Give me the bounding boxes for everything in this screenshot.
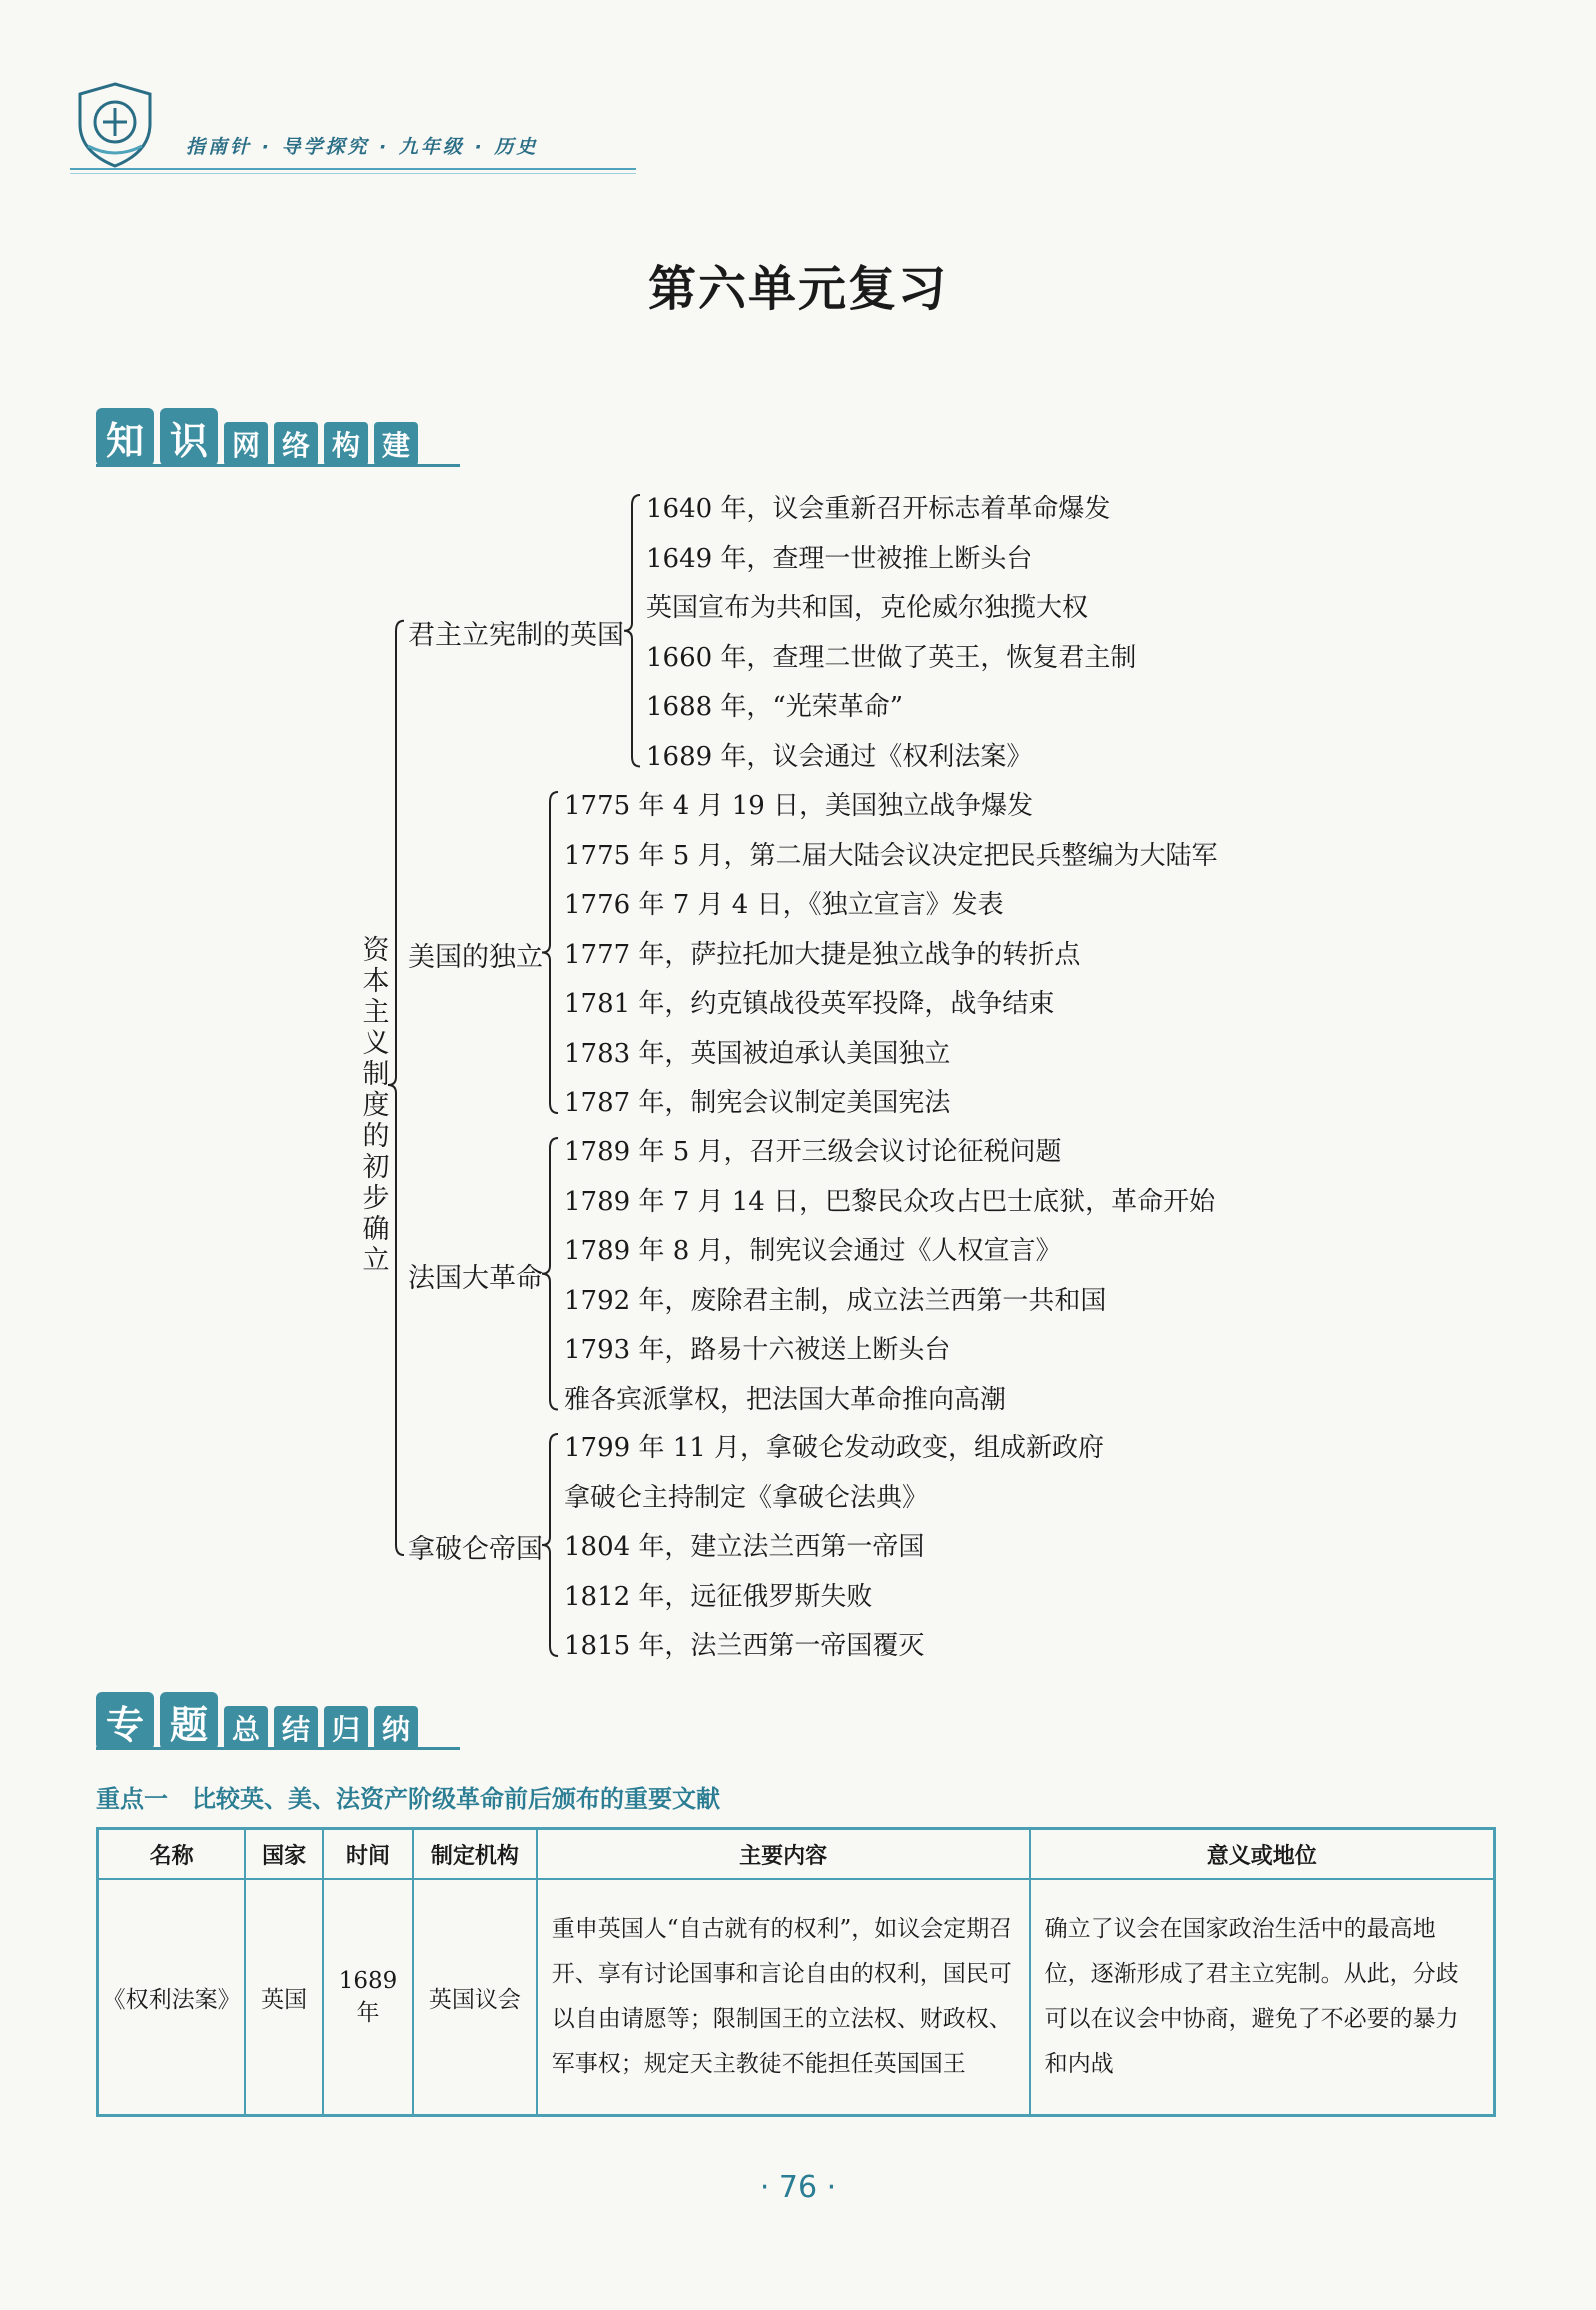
mindmap-event: 1688 年，“光荣革命” — [646, 692, 904, 722]
banner-underline — [96, 1747, 460, 1750]
mindmap-root: 资本主义制度的初步确立 — [362, 935, 390, 1276]
col-header: 时间 — [323, 1829, 413, 1880]
mindmap-event: 1777 年，萨拉托加大捷是独立战争的转折点 — [564, 939, 1081, 970]
mindmap-event: 1804 年，建立法兰西第一帝国 — [564, 1532, 925, 1562]
page-number: · 76 · — [759, 2170, 837, 2205]
mindmap-event: 1799 年 11 月，拿破仑发动政变，组成新政府 — [564, 1433, 1105, 1463]
banner-char: 归 — [324, 1706, 368, 1750]
cell-body: 英国议会 — [413, 1879, 537, 2116]
cell-time: 1689 年 — [323, 1879, 413, 2116]
col-header: 主要内容 — [537, 1829, 1030, 1880]
col-header: 名称 — [98, 1829, 246, 1880]
key-point-heading: 重点一 比较英、美、法资产阶级革命前后颁布的重要文献 — [96, 1785, 720, 1813]
mindmap-event: 1781 年，约克镇战役英军投降，战争结束 — [564, 989, 1055, 1019]
mindmap-event: 1640 年，议会重新召开标志着革命爆发 — [646, 494, 1111, 524]
col-header: 国家 — [245, 1829, 323, 1880]
mindmap-event: 1815 年，法兰西第一帝国覆灭 — [564, 1631, 925, 1661]
mindmap-event: 1787 年，制宪会议制定美国宪法 — [564, 1088, 951, 1118]
banner-char: 网 — [224, 422, 268, 466]
mindmap-event: 1792 年，废除君主制，成立法兰西第一共和国 — [564, 1285, 1107, 1316]
series-header: 指南针 · 导学探究 · 九年级 · 历史 — [186, 136, 539, 158]
mindmap-event: 1789 年 5 月，召开三级会议讨论征税问题 — [564, 1137, 1062, 1167]
cell-content: 重申英国人“自古就有的权利”，如议会定期召开、享有讨论国事和言论自由的权利，国民可以自由请愿等；限制国王的立法权、财政权、军事权；规定天主教徒不能担任英国国王 — [537, 1879, 1030, 2116]
cell-significance: 确立了议会在国家政治生活中的最高地位，逐渐形成了君主立宪制。从此，分歧可以在议会中协商，避免了不必要的暴力和内战 — [1030, 1879, 1495, 2116]
mindmap-event: 1789 年 8 月，制宪议会通过《人权宣言》 — [564, 1236, 1062, 1266]
banner-char: 总 — [224, 1706, 268, 1750]
mindmap-category: 拿破仑帝国 — [408, 1534, 543, 1565]
mindmap-event: 英国宣布为共和国，克伦威尔独揽大权 — [646, 593, 1089, 623]
table-row — [98, 1879, 1495, 2116]
mindmap-event: 1793 年，路易十六被送上断头台 — [564, 1335, 951, 1365]
mindmap-event: 1689 年，议会通过《权利法案》 — [646, 741, 1033, 772]
cell-country: 英国 — [245, 1879, 323, 2116]
banner-char: 络 — [274, 422, 318, 466]
col-header: 制定机构 — [413, 1829, 537, 1880]
mindmap-category: 美国的独立 — [408, 941, 543, 973]
mindmap-event: 拿破仑主持制定《拿破仑法典》 — [564, 1482, 929, 1513]
col-header: 意义或地位 — [1030, 1829, 1495, 1880]
header-rule — [70, 168, 636, 170]
mindmap-category: 君主立宪制的英国 — [408, 619, 624, 651]
section-banner-knowledge-network — [96, 408, 418, 466]
mindmap-event: 1775 年 4 月 19 日，美国独立战争爆发 — [564, 791, 1034, 821]
banner-char: 建 — [374, 422, 418, 466]
cell-name: 《权利法案》 — [98, 1879, 246, 2116]
page-title: 第六单元复习 — [647, 261, 948, 317]
banner-underline — [96, 464, 460, 467]
section-banner-topic-summary — [96, 1692, 418, 1750]
banner-char: 知 — [96, 408, 154, 466]
banner-char: 结 — [274, 1706, 318, 1750]
mindmap-category: 法国大革命 — [408, 1262, 543, 1294]
mindmap-event: 1789 年 7 月 14 日，巴黎民众攻占巴士底狱，革命开始 — [564, 1186, 1216, 1217]
banner-char: 题 — [160, 1692, 218, 1750]
banner-char: 识 — [160, 408, 218, 466]
banner-char: 专 — [96, 1692, 154, 1750]
header-rule-thin — [70, 173, 636, 174]
mindmap-event: 1660 年，查理二世做了英王，恢复君主制 — [646, 642, 1137, 673]
school-logo-icon — [70, 80, 160, 170]
mindmap-event: 雅各宾派掌权，把法国大革命推向高潮 — [564, 1384, 1007, 1415]
banner-char: 构 — [324, 422, 368, 466]
documents-table — [96, 1827, 1496, 2117]
mindmap-event: 1776 年 7 月 4 日，《独立宣言》发表 — [564, 890, 1004, 920]
mindmap-event: 1812 年，远征俄罗斯失败 — [564, 1581, 873, 1612]
mindmap-event: 1783 年，英国被迫承认美国独立 — [564, 1038, 951, 1069]
table-header-row — [98, 1829, 1495, 1880]
mindmap-event: 1649 年，查理一世被推上断头台 — [646, 543, 1033, 574]
banner-char: 纳 — [374, 1706, 418, 1750]
mindmap-event: 1775 年 5 月，第二届大陆会议决定把民兵整编为大陆军 — [564, 840, 1218, 871]
